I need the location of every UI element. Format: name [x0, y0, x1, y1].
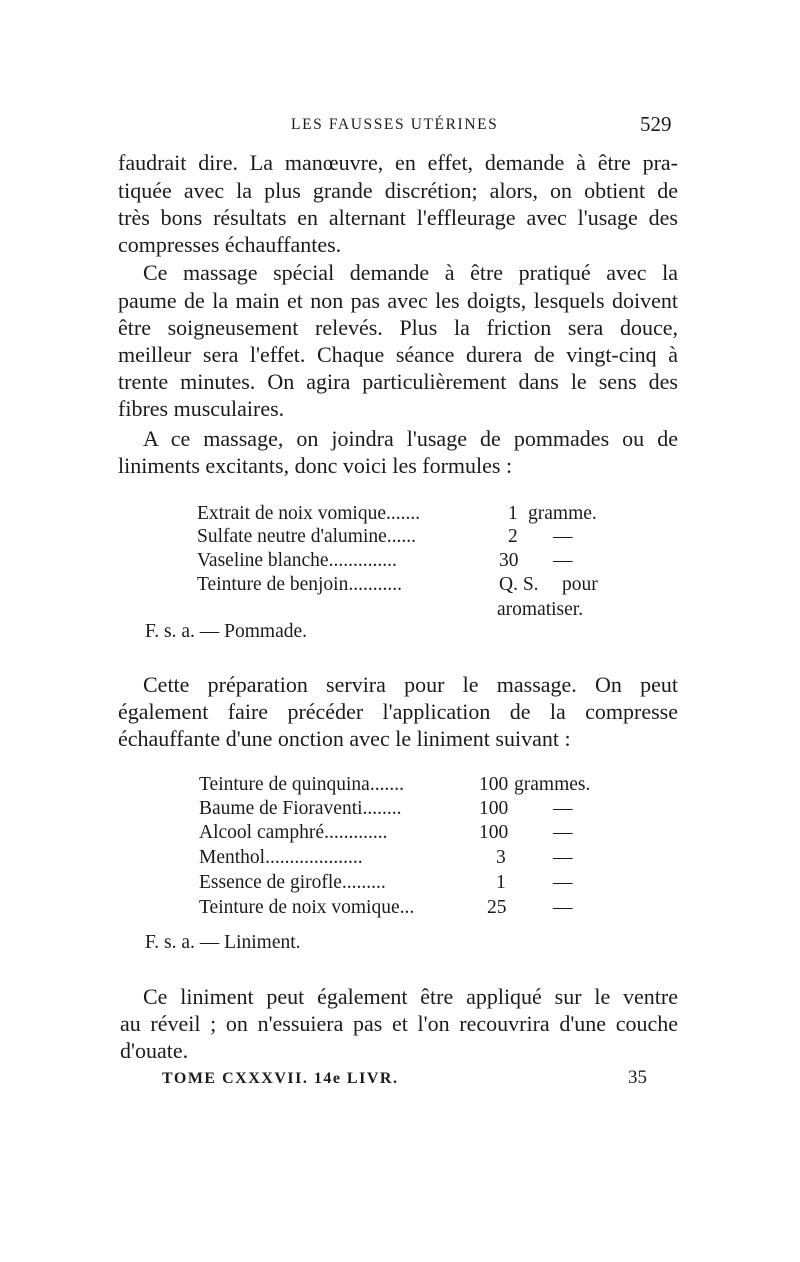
ingredient-quantity: 30	[499, 550, 519, 571]
text-line: trente minutes. On agira particulièrement dans le sens des	[118, 369, 678, 394]
ingredient-quantity: 100	[479, 774, 509, 795]
page-number: 529	[640, 112, 672, 136]
ingredient-quantity: Q. S.	[499, 574, 539, 595]
ingredient-unit: pour	[562, 574, 598, 595]
ingredient-name: Teinture de quinquina.......	[199, 774, 404, 795]
ingredient-name: Menthol....................	[199, 847, 363, 868]
ingredient-unit: —	[553, 798, 573, 819]
ingredient-quantity: 25	[487, 897, 507, 918]
ingredient-name: Sulfate neutre d'alumine......	[197, 526, 417, 547]
text-line: Cette préparation servira pour le massage. On peut	[143, 672, 678, 697]
text-line: au réveil ; on n'essuiera pas et l'on recouvrira d'une couche	[120, 1011, 678, 1036]
ingredient-unit: gramme.	[528, 503, 597, 524]
ingredient-unit: —	[553, 897, 573, 918]
ingredient-unit: —	[553, 550, 573, 571]
text-line: Ce massage spécial demande à être pratiqué avec la	[143, 260, 678, 285]
ingredient-quantity: 1	[508, 503, 518, 524]
text-line: également faire précéder l'application de la compresse	[118, 699, 678, 724]
ingredient-unit: —	[553, 847, 573, 868]
ingredient-unit: —	[553, 872, 573, 893]
ingredient-name: Teinture de benjoin...........	[197, 574, 402, 595]
text-line: meilleur sera l'effet. Chaque séance durera de vingt-cinq à	[118, 342, 678, 367]
text-line: très bons résultats en alternant l'effleurage avec l'usage des	[118, 205, 678, 230]
text-line: compresses échauffantes.	[118, 232, 342, 257]
sheet-number: 35	[628, 1067, 647, 1088]
ingredient-quantity: 1	[496, 872, 506, 893]
ingredient-name: Extrait de noix vomique.......	[197, 503, 421, 524]
text-line: liniments excitants, donc voici les formules :	[118, 453, 513, 478]
ingredient-name: Teinture de noix vomique...	[199, 897, 415, 918]
text-line: être soigneusement relevés. Plus la friction sera douce,	[118, 315, 678, 340]
formula-note: F. s. a. — Liniment.	[145, 932, 301, 953]
ingredient-quantity: 100	[479, 822, 509, 843]
ingredient-name: Alcool camphré.............	[199, 822, 388, 843]
text-line: paume de la main et non pas avec les doigts, lesquels doivent	[118, 288, 678, 313]
ingredient-quantity: 100	[479, 798, 509, 819]
text-line: échauffante d'une onction avec le liniment suivant :	[118, 726, 571, 751]
formula-note: F. s. a. — Pommade.	[145, 621, 308, 642]
text-line: fibres musculaires.	[118, 396, 285, 421]
ingredient-name: Essence de girofle.........	[199, 872, 386, 893]
text-line: tiquée avec la plus grande discrétion; alors, on obtient de	[118, 178, 678, 203]
ingredient-unit-continuation: aromatiser.	[497, 599, 584, 620]
ingredient-unit: —	[553, 822, 573, 843]
text-line: faudrait dire. La manœuvre, en effet, demande à être pra-	[118, 150, 678, 175]
ingredient-unit: —	[553, 526, 573, 547]
ingredient-quantity: 2	[508, 526, 518, 547]
ingredient-name: Baume de Fioraventi........	[199, 798, 402, 819]
ingredient-quantity: 3	[496, 847, 506, 868]
signature-mark: TOME CXXXVII. 14e LIVR.	[162, 1070, 399, 1087]
ingredient-unit: grammes.	[514, 774, 591, 795]
text-line: A ce massage, on joindra l'usage de pommades ou de	[143, 426, 678, 451]
ingredient-name: Vaseline blanche..............	[197, 550, 397, 571]
text-line: Ce liniment peut également être appliqué sur le ventre	[143, 984, 678, 1009]
text-line: d'ouate.	[120, 1038, 189, 1063]
running-title: LES FAUSSES UTÉRINES	[291, 116, 499, 133]
